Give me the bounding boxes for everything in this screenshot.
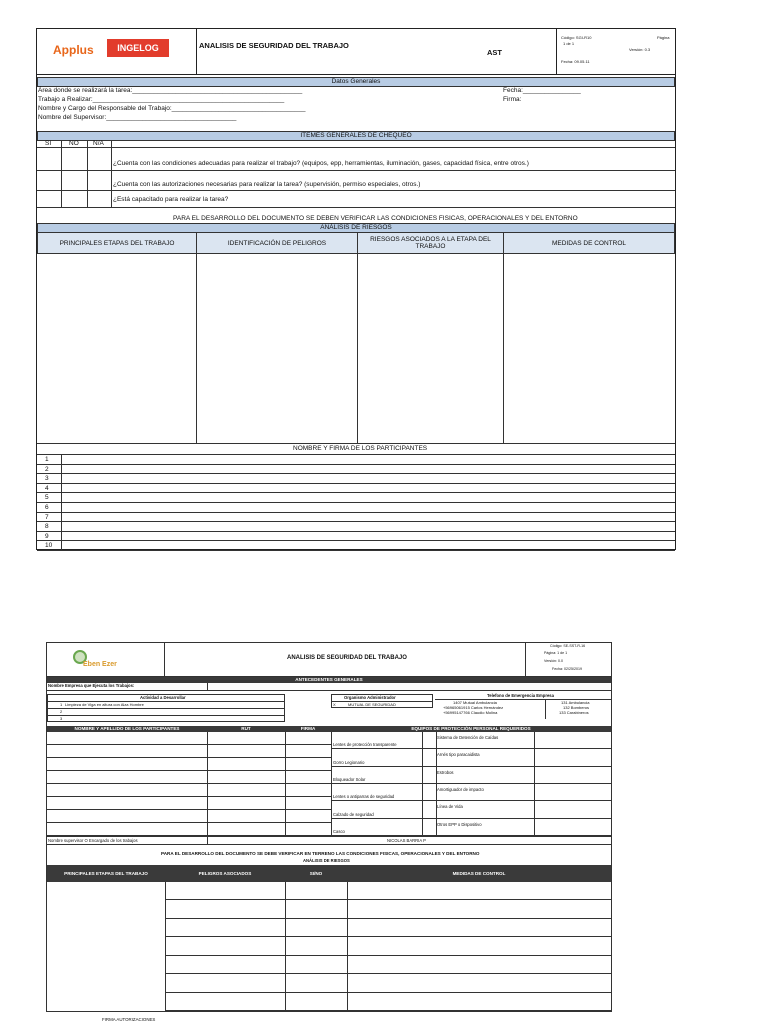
question-1: ¿Cuenta con las condiciones adecuadas para realizar el trabajo? (equipos, epp, herramientas, iluminación, gases, capacidad física, entre otros.) <box>113 160 529 167</box>
risk2-col-medidas: MEDIDAS DE CONTROL <box>347 865 611 882</box>
participant-entry-divider <box>285 823 286 836</box>
empresa-label: Nombre Empresa que Ejecuta los Trabajos: <box>48 683 135 688</box>
participant-entry-divider <box>285 810 286 823</box>
doc1-meta-codigo: Código: SGI-R10 <box>561 35 592 40</box>
doc1-meta-pagnum: 1 de 1 <box>563 41 575 46</box>
risk-body-divider-3 <box>503 254 504 444</box>
doc2-meta <box>525 643 611 676</box>
risk2-col-etapas: PRINCIPALES ETAPAS DEL TRABAJO <box>47 865 165 882</box>
document-2 <box>46 642 612 1012</box>
risk2-row-line <box>165 1010 611 1011</box>
risk-col-etapas-label: PRINCIPALES ETAPAS DEL TRABAJO <box>59 239 175 247</box>
epp-heading: EQUIPOS DE PROTECCIÓN PERSONAL REQUERIDOS <box>331 726 611 732</box>
part-col-nombre: NOMBRE Y APELLIDO DE LOS PARTICIPANTES <box>47 726 207 732</box>
risk-col-riesgos <box>357 232 504 254</box>
epp-divider <box>422 784 423 801</box>
participant-divider <box>61 541 62 551</box>
risk2-row-line <box>165 973 611 974</box>
epp-item-left: Casco <box>333 828 345 834</box>
doc1-title: ANALISIS DE SEGURIDAD DEL TRABAJO <box>199 41 349 50</box>
document-1 <box>36 28 676 550</box>
participant-divider <box>61 513 62 523</box>
risk-col-riesgos-label: RIESGOS ASOCIADOS A LA ETAPA DEL TRABAJO <box>370 236 491 250</box>
supervisor-field: Nombre del Supervisor:____________________________________ <box>38 114 237 121</box>
participant-row <box>37 474 675 484</box>
telefono-divider <box>545 699 546 719</box>
participant-entry-divider <box>285 797 286 810</box>
participant-entry-divider <box>285 758 286 771</box>
telefono-right-1: 131 Ambulancia <box>561 700 590 705</box>
participant-entry-divider <box>285 732 286 745</box>
risk-body-bottom <box>37 443 675 444</box>
epp-divider <box>534 732 535 749</box>
participant-entry-divider <box>285 771 286 784</box>
fecha-field: Fecha:________________ <box>503 87 581 94</box>
participant-entry-row <box>47 745 331 758</box>
doc2-meta-version: Versión: 0.0 <box>544 659 563 663</box>
epp-row <box>332 784 612 801</box>
participant-row <box>37 503 675 513</box>
epp-grid <box>331 732 611 836</box>
risk2-row-line <box>165 899 611 900</box>
supervisor-divider <box>207 837 208 845</box>
participant-entry-divider <box>207 771 208 784</box>
epp-item-right: Estrobos <box>437 769 454 775</box>
datos-generales-heading: Datos Generales <box>37 77 675 87</box>
empresa-row <box>47 683 611 691</box>
doc1-title-area <box>197 29 557 74</box>
participant-row <box>37 522 675 532</box>
telefono-right-3: 133 Carabineros <box>559 710 589 715</box>
participant-row <box>37 484 675 494</box>
risk-col-medidas-label: MEDIDAS DE CONTROL <box>551 239 627 247</box>
question-2: ¿Cuenta con las autorizaciones necesarias para realizar la tarea? (supervisión, permiso especiales, otros.) <box>113 181 421 188</box>
participant-row <box>37 513 675 523</box>
participant-number: 7 <box>45 513 49 521</box>
participant-row <box>37 465 675 475</box>
area-field: Área donde se realizará la tarea:_______________________________________________ <box>38 87 303 94</box>
participants-table <box>37 454 675 550</box>
participant-entry-row <box>47 732 331 745</box>
telefono-box <box>435 694 611 722</box>
items-col-header-row <box>37 140 675 148</box>
participant-number: 2 <box>45 465 49 473</box>
doc2-verify-note: PARA EL DESARROLLO DEL DOCUMENTO SE DEBE VERIFICAR EN TERRENO LAS CONDICIONES FISICAS, OPERACIONALES Y DEL ENTORNO <box>161 851 480 856</box>
actividad-box <box>47 694 285 722</box>
epp-item-left: Gorro Legionario <box>333 759 365 765</box>
items-heading: ITEMES GENERALES DE CHEQUEO <box>37 131 675 141</box>
epp-item-left: Bloqueador Solar <box>333 776 366 782</box>
participant-divider <box>61 465 62 475</box>
actividad-num-2: 2 <box>60 709 63 714</box>
participant-entry-row <box>47 758 331 771</box>
items-row-line-1 <box>37 170 675 171</box>
epp-row <box>332 801 612 818</box>
col-no: NO <box>69 140 79 147</box>
risk-col-peligros <box>196 232 358 254</box>
participants-heading: NOMBRE Y FIRMA DE LOS PARTICIPANTES <box>293 445 428 452</box>
telefono-label: Telefono de Emergencia Empresa <box>487 693 554 698</box>
actividad-1-text: Limpieza de Viga en altura con Alza Hombre <box>65 702 144 707</box>
risk2-col-sino: SI/NO <box>285 865 347 882</box>
part-col-firma: FIRMA <box>285 726 331 732</box>
epp-divider <box>422 732 423 749</box>
participant-divider <box>61 484 62 494</box>
doc1-ast-label: AST <box>487 48 502 57</box>
doc2-logo-area <box>47 643 165 676</box>
firma-autorizaciones: FIRMA AUTORIZACIONES <box>102 1017 156 1022</box>
items-row-line-2 <box>37 190 675 191</box>
doc2-meta-codigo: Código: SE-SST-R-16 <box>550 644 586 648</box>
doc2-risk-heading: ANÁLISIS DE RIESGOS <box>303 858 350 863</box>
organismo-mark: X <box>333 702 336 707</box>
doc1-meta-fecha: Fecha: 09.05.11 <box>561 59 590 64</box>
risk-col-peligros-label: IDENTIFICACIÓN DE PELIGROS <box>227 239 327 247</box>
participant-divider <box>61 493 62 503</box>
participant-entry-divider <box>207 797 208 810</box>
antecedentes-heading: ANTECEDENTES GENERALES <box>47 677 611 683</box>
participant-entry-row <box>47 810 331 823</box>
risk-col-etapas <box>37 232 197 254</box>
participant-number: 1 <box>45 456 49 463</box>
telefono-right-2: 132 Bomberos <box>563 705 590 710</box>
participant-number: 8 <box>45 523 49 531</box>
responsable-field: Nombre y Cargo del Responsable del Trabajo:_____________________________________ <box>38 105 306 112</box>
epp-item-left: Lentes de protección transparente <box>333 742 397 748</box>
items-divider-1 <box>61 140 62 208</box>
participant-entry-divider <box>207 784 208 797</box>
epp-item-left: Lentes o antiparras de seguridad <box>333 794 395 800</box>
doc1-header <box>37 29 675 75</box>
actividad-line-3 <box>48 715 284 716</box>
participant-row <box>37 532 675 542</box>
items-divider-2 <box>87 140 88 208</box>
participant-divider <box>61 455 62 465</box>
epp-item-right: Amortiguador de impacto <box>437 787 484 792</box>
risk-body-divider-1 <box>196 254 197 444</box>
participant-number: 4 <box>45 484 49 492</box>
doc1-meta <box>557 29 675 74</box>
doc1-meta-pagina: Página <box>657 35 670 40</box>
participant-number: 6 <box>45 504 49 511</box>
actividad-line-2 <box>48 708 284 709</box>
risk2-row-line <box>165 918 611 919</box>
participant-entry-divider <box>207 745 208 758</box>
doc1-logo-area <box>37 29 197 74</box>
doc2-meta-fecha: Fecha: 02/25/2019 <box>552 667 582 671</box>
doc1-meta-version: Versión: 0.3 <box>629 47 651 52</box>
organismo-label: Organismo Administrador <box>344 695 396 700</box>
empresa-divider <box>207 683 208 691</box>
epp-row <box>332 749 612 766</box>
epp-row <box>332 732 612 749</box>
trabajo-field: Trabajo a Realizar:_____________________________________________________ <box>38 96 285 103</box>
items-table <box>37 140 675 208</box>
organismo-box <box>331 694 433 708</box>
participant-divider <box>61 532 62 542</box>
question-3: ¿Está capacitado para realizar la tarea? <box>113 196 229 203</box>
participant-entry-row <box>47 771 331 784</box>
participant-entry-divider <box>285 745 286 758</box>
epp-divider <box>422 767 423 784</box>
participant-number: 10 <box>45 542 53 550</box>
participant-entry-divider <box>207 732 208 745</box>
participant-entry-divider <box>285 784 286 797</box>
firma-field: Firma: <box>503 96 522 103</box>
doc1-verify-note: PARA EL DESARROLLO DEL DOCUMENTO SE DEBEN VERIFICAR LAS CONDICIONES FISICAS, OPERACIONALES Y DEL ENTORNO <box>173 215 578 222</box>
ingelog-logo-text: INGELOG <box>117 43 159 53</box>
epp-divider <box>422 801 423 818</box>
risk2-col-peligros: PELIGROS ASOCIADOS <box>165 865 285 882</box>
epp-divider <box>534 767 535 784</box>
participant-divider <box>61 474 62 484</box>
epp-row <box>332 819 612 836</box>
risk2-row-line <box>165 992 611 993</box>
items-divider-3 <box>111 140 112 208</box>
participant-entry-divider <box>207 823 208 836</box>
doc2-meta-pagina: Página: 1 de 1 <box>544 651 568 655</box>
participant-entry-row <box>47 797 331 810</box>
participant-number: 9 <box>45 532 49 540</box>
telefono-left-3: +56995147766 Claudio Molina <box>443 710 498 715</box>
epp-item-right: Otros EPP o Dispositivo <box>437 821 482 827</box>
participant-divider <box>61 522 62 532</box>
risk-heading: ANÁLISIS DE RIESGOS <box>37 223 675 233</box>
epp-divider <box>534 801 535 818</box>
participant-row <box>37 541 675 551</box>
risk-body-divider-2 <box>357 254 358 444</box>
participant-divider <box>61 503 62 513</box>
supervisor-row <box>47 836 611 845</box>
doc2-title: ANALISIS DE SEGURIDAD DEL TRABAJO <box>287 655 407 661</box>
telefono-left-1: 1407 Mutual Ambulancia <box>453 700 497 705</box>
actividad-label: Actividad a Desarrollar <box>140 695 186 700</box>
col-na: N/A <box>93 140 104 147</box>
epp-divider <box>422 749 423 766</box>
epp-divider <box>422 819 423 836</box>
supervisor-name: NICOLAS BARRIA P <box>387 838 426 843</box>
epp-item-right: Sistema de Detención de Caídas <box>437 735 499 740</box>
telefono-left-2: +56965061915 Carlos Hernández <box>443 705 504 710</box>
participant-entry-divider <box>207 810 208 823</box>
risk2-grid <box>47 882 611 1011</box>
participant-entry-divider <box>207 758 208 771</box>
epp-item-right: Línea de Vida <box>437 804 463 810</box>
eben-ezer-logo: Eben Ezer <box>83 661 117 668</box>
risk-col-medidas <box>503 232 675 254</box>
participant-row <box>37 493 675 503</box>
risk2-row-line <box>165 955 611 956</box>
epp-divider <box>534 784 535 801</box>
organismo-value: MUTUAL DE SEGURIDAD <box>348 702 396 707</box>
doc2-header <box>47 643 611 677</box>
actividad-num-1: 1 <box>60 702 63 707</box>
actividad-num-3: 3 <box>60 716 63 721</box>
participant-row <box>37 455 675 465</box>
participant-number: 5 <box>45 494 49 502</box>
participant-entry-row <box>47 784 331 797</box>
part-col-rut: RUT <box>207 726 285 732</box>
ingelog-logo <box>107 39 169 57</box>
risk-table <box>37 232 675 444</box>
epp-divider <box>534 819 535 836</box>
applus-logo: Applus <box>53 43 94 57</box>
epp-row <box>332 767 612 784</box>
participant-entry-row <box>47 823 331 836</box>
epp-item-left: Calzado de seguridad <box>333 811 374 817</box>
participant-number: 3 <box>45 475 49 483</box>
col-si: SI <box>45 140 52 147</box>
epp-item-right: Arnés tipo paracaidista <box>437 752 480 758</box>
supervisor-label: Nombre supervisor O Encargado de los trabajos <box>48 838 138 843</box>
epp-divider <box>534 749 535 766</box>
participants-grid <box>47 732 331 836</box>
risk2-row-line <box>165 936 611 937</box>
